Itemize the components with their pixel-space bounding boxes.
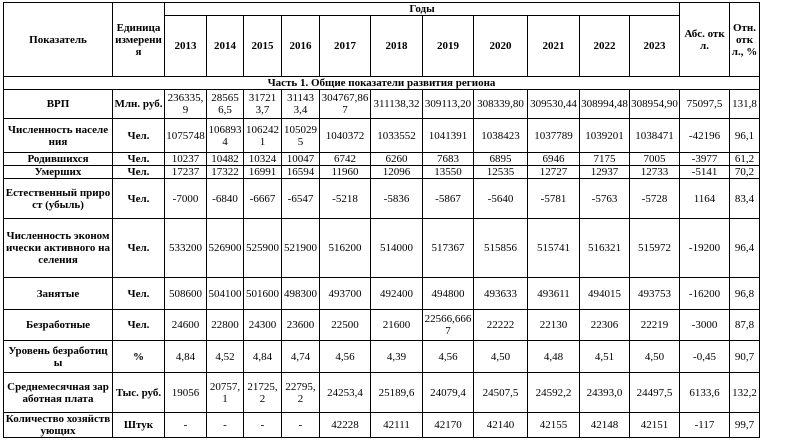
rel-deviation-cell: 83,4 — [730, 179, 760, 219]
value-cell: 1040372 — [320, 119, 371, 153]
table-row — [4, 373, 760, 413]
value-cell: 493700 — [320, 278, 371, 310]
value-cell: 504100 — [207, 278, 244, 310]
value-cell: 13550 — [423, 166, 474, 179]
row-label: Численность экономически активного населения — [4, 219, 113, 278]
value-cell: 11960 — [320, 166, 371, 179]
row-unit: Млн. руб. — [113, 90, 165, 119]
value-cell: 22800 — [207, 310, 244, 341]
value-cell: 22795,2 — [282, 373, 320, 413]
value-cell: 492400 — [371, 278, 423, 310]
header-unit: Единица измерения — [113, 3, 165, 77]
value-cell: 10047 — [282, 153, 320, 166]
value-cell: - — [244, 413, 282, 438]
table-row — [4, 341, 760, 373]
value-cell: 493633 — [474, 278, 528, 310]
row-label: Родивших​ся — [4, 153, 113, 166]
value-cell: 22566,6667 — [423, 310, 474, 341]
value-cell: 21600 — [371, 310, 423, 341]
row-unit: % — [113, 341, 165, 373]
value-cell: 22130 — [528, 310, 580, 341]
value-cell: 1050295 — [282, 119, 320, 153]
value-cell: 515972 — [630, 219, 680, 278]
value-cell: 236335,9 — [165, 90, 207, 119]
value-cell: 6895 — [474, 153, 528, 166]
abs-deviation-cell: 6133,6 — [680, 373, 730, 413]
value-cell: 10324 — [244, 153, 282, 166]
value-cell: - — [165, 413, 207, 438]
value-cell: 6742 — [320, 153, 371, 166]
value-cell: 1068934 — [207, 119, 244, 153]
row-unit: Чел. — [113, 310, 165, 341]
value-cell: 4,52 — [207, 341, 244, 373]
abs-deviation-cell: 1164 — [680, 179, 730, 219]
table-row — [4, 90, 760, 119]
value-cell: 17322 — [207, 166, 244, 179]
abs-deviation-cell: -3977 — [680, 153, 730, 166]
value-cell: 4,50 — [630, 341, 680, 373]
rel-deviation-cell: 99,7 — [730, 413, 760, 438]
value-cell: 19056 — [165, 373, 207, 413]
abs-deviation-cell: -3000 — [680, 310, 730, 341]
value-cell: 308994,48 — [580, 90, 630, 119]
value-cell: 525900 — [244, 219, 282, 278]
year-header: 2017 — [320, 16, 371, 77]
value-cell: 22222 — [474, 310, 528, 341]
value-cell: 285656,5 — [207, 90, 244, 119]
value-cell: 4,50 — [474, 341, 528, 373]
value-cell: 308339,80 — [474, 90, 528, 119]
value-cell: 24393,0 — [580, 373, 630, 413]
value-cell: 23600 — [282, 310, 320, 341]
value-cell: 42228 — [320, 413, 371, 438]
rel-deviation-cell: 90,7 — [730, 341, 760, 373]
value-cell: 493611 — [528, 278, 580, 310]
value-cell: 12937 — [580, 166, 630, 179]
value-cell: -5867 — [423, 179, 474, 219]
row-label: Среднемесячная заработная плата — [4, 373, 113, 413]
year-header: 2015 — [244, 16, 282, 77]
table-row — [4, 166, 760, 179]
rel-deviation-cell: 131,8 — [730, 90, 760, 119]
table-row — [4, 153, 760, 166]
value-cell: 526900 — [207, 219, 244, 278]
indicators-table — [3, 2, 760, 438]
abs-deviation-cell: -19200 — [680, 219, 730, 278]
value-cell: -6840 — [207, 179, 244, 219]
value-cell: 42140 — [474, 413, 528, 438]
value-cell: 10482 — [207, 153, 244, 166]
abs-deviation-cell: -5141 — [680, 166, 730, 179]
value-cell: -5836 — [371, 179, 423, 219]
rel-deviation-cell: 96,1 — [730, 119, 760, 153]
row-unit: Чел. — [113, 278, 165, 310]
row-unit: Тыс. руб. — [113, 373, 165, 413]
header-rel-deviation: Отн. откл., % — [730, 3, 760, 77]
value-cell: -6667 — [244, 179, 282, 219]
value-cell: 12727 — [528, 166, 580, 179]
value-cell: 42151 — [630, 413, 680, 438]
value-cell: 1038471 — [630, 119, 680, 153]
value-cell: 1037789 — [528, 119, 580, 153]
value-cell: 308954,90 — [630, 90, 680, 119]
row-unit: Чел. — [113, 179, 165, 219]
value-cell: 16991 — [244, 166, 282, 179]
rel-deviation-cell: 70,2 — [730, 166, 760, 179]
value-cell: 21725,2 — [244, 373, 282, 413]
value-cell: 1039201 — [580, 119, 630, 153]
value-cell: 4,51 — [580, 341, 630, 373]
rel-deviation-cell: 61,2 — [730, 153, 760, 166]
row-unit: Чел. — [113, 119, 165, 153]
value-cell: 42148 — [580, 413, 630, 438]
value-cell: 4,56 — [423, 341, 474, 373]
row-label: Безработные — [4, 310, 113, 341]
value-cell: 24592,2 — [528, 373, 580, 413]
value-cell: 311138,32 — [371, 90, 423, 119]
value-cell: 22306 — [580, 310, 630, 341]
value-cell: 517367 — [423, 219, 474, 278]
value-cell: 515741 — [528, 219, 580, 278]
value-cell: 309113,20 — [423, 90, 474, 119]
value-cell: 12535 — [474, 166, 528, 179]
value-cell: 24507,5 — [474, 373, 528, 413]
row-label: ВРП — [4, 90, 113, 119]
value-cell: 521900 — [282, 219, 320, 278]
value-cell: 6946 — [528, 153, 580, 166]
value-cell: 494800 — [423, 278, 474, 310]
value-cell: 42170 — [423, 413, 474, 438]
row-label: Уровень безработицы — [4, 341, 113, 373]
row-label: Количество хозяйствующих — [4, 413, 113, 438]
value-cell: 4,48 — [528, 341, 580, 373]
value-cell: - — [207, 413, 244, 438]
table-row — [4, 179, 760, 219]
value-cell: 533200 — [165, 219, 207, 278]
table-row — [4, 119, 760, 153]
value-cell: - — [282, 413, 320, 438]
rel-deviation-cell: 96,4 — [730, 219, 760, 278]
value-cell: 12096 — [371, 166, 423, 179]
value-cell: 10237 — [165, 153, 207, 166]
year-header: 2019 — [423, 16, 474, 77]
year-header: 2020 — [474, 16, 528, 77]
value-cell: 22500 — [320, 310, 371, 341]
value-cell: 7175 — [580, 153, 630, 166]
value-cell: 311433,4 — [282, 90, 320, 119]
value-cell: 24079,4 — [423, 373, 474, 413]
value-cell: 516321 — [580, 219, 630, 278]
header-abs-deviation: Абс. откл. — [680, 3, 730, 77]
value-cell: 4,39 — [371, 341, 423, 373]
row-unit: Чел. — [113, 166, 165, 179]
rel-deviation-cell: 96,8 — [730, 278, 760, 310]
value-cell: 4,74 — [282, 341, 320, 373]
value-cell: 1075748 — [165, 119, 207, 153]
year-header: 2016 — [282, 16, 320, 77]
value-cell: 6260 — [371, 153, 423, 166]
abs-deviation-cell: -117 — [680, 413, 730, 438]
value-cell: 24497,5 — [630, 373, 680, 413]
value-cell: -5218 — [320, 179, 371, 219]
year-header: 2014 — [207, 16, 244, 77]
abs-deviation-cell: -42196 — [680, 119, 730, 153]
row-unit: Чел. — [113, 219, 165, 278]
value-cell: -5781 — [528, 179, 580, 219]
abs-deviation-cell: 75097,5 — [680, 90, 730, 119]
rel-deviation-cell: 132,2 — [730, 373, 760, 413]
table-row — [4, 278, 760, 310]
year-header: 2018 — [371, 16, 423, 77]
row-label: Численность населения — [4, 119, 113, 153]
value-cell: 1038423 — [474, 119, 528, 153]
header-years-group: Годы — [165, 3, 680, 16]
value-cell: 493753 — [630, 278, 680, 310]
year-header: 2022 — [580, 16, 630, 77]
abs-deviation-cell: -16200 — [680, 278, 730, 310]
rel-deviation-cell: 87,8 — [730, 310, 760, 341]
value-cell: 317213,7 — [244, 90, 282, 119]
value-cell: 514000 — [371, 219, 423, 278]
value-cell: -6547 — [282, 179, 320, 219]
value-cell: -5728 — [630, 179, 680, 219]
row-label: Занятые — [4, 278, 113, 310]
value-cell: 498300 — [282, 278, 320, 310]
value-cell: 42155 — [528, 413, 580, 438]
row-unit: Чел. — [113, 153, 165, 166]
value-cell: 1041391 — [423, 119, 474, 153]
value-cell: 1033552 — [371, 119, 423, 153]
value-cell: 16594 — [282, 166, 320, 179]
table-row — [4, 413, 760, 438]
value-cell: 42111 — [371, 413, 423, 438]
table-body — [4, 77, 760, 438]
value-cell: 24600 — [165, 310, 207, 341]
value-cell: 501600 — [244, 278, 282, 310]
value-cell: 20757,1 — [207, 373, 244, 413]
row-label: Умерших — [4, 166, 113, 179]
table-row — [4, 219, 760, 278]
value-cell: 22219 — [630, 310, 680, 341]
year-header: 2023 — [630, 16, 680, 77]
value-cell: 12733 — [630, 166, 680, 179]
value-cell: 516200 — [320, 219, 371, 278]
section-title: Часть 1. Общие показатели развития региона — [4, 77, 760, 90]
value-cell: -5763 — [580, 179, 630, 219]
value-cell: -5640 — [474, 179, 528, 219]
row-unit: Штук — [113, 413, 165, 438]
value-cell: -7000 — [165, 179, 207, 219]
value-cell: 494015 — [580, 278, 630, 310]
value-cell: 4,84 — [165, 341, 207, 373]
value-cell: 25189,6 — [371, 373, 423, 413]
table-row — [4, 310, 760, 341]
abs-deviation-cell: -0,45 — [680, 341, 730, 373]
row-label: Естественный прирост (убыль) — [4, 179, 113, 219]
value-cell: 1062421 — [244, 119, 282, 153]
year-header: 2021 — [528, 16, 580, 77]
value-cell: 17237 — [165, 166, 207, 179]
value-cell: 24300 — [244, 310, 282, 341]
value-cell: 508600 — [165, 278, 207, 310]
value-cell: 24253,4 — [320, 373, 371, 413]
year-header: 2013 — [165, 16, 207, 77]
value-cell: 309530,44 — [528, 90, 580, 119]
value-cell: 515856 — [474, 219, 528, 278]
header-indicator: Показатель — [4, 3, 113, 77]
value-cell: 304767,867 — [320, 90, 371, 119]
value-cell: 7005 — [630, 153, 680, 166]
value-cell: 7683 — [423, 153, 474, 166]
section-row — [4, 77, 760, 90]
value-cell: 4,56 — [320, 341, 371, 373]
value-cell: 4,84 — [244, 341, 282, 373]
